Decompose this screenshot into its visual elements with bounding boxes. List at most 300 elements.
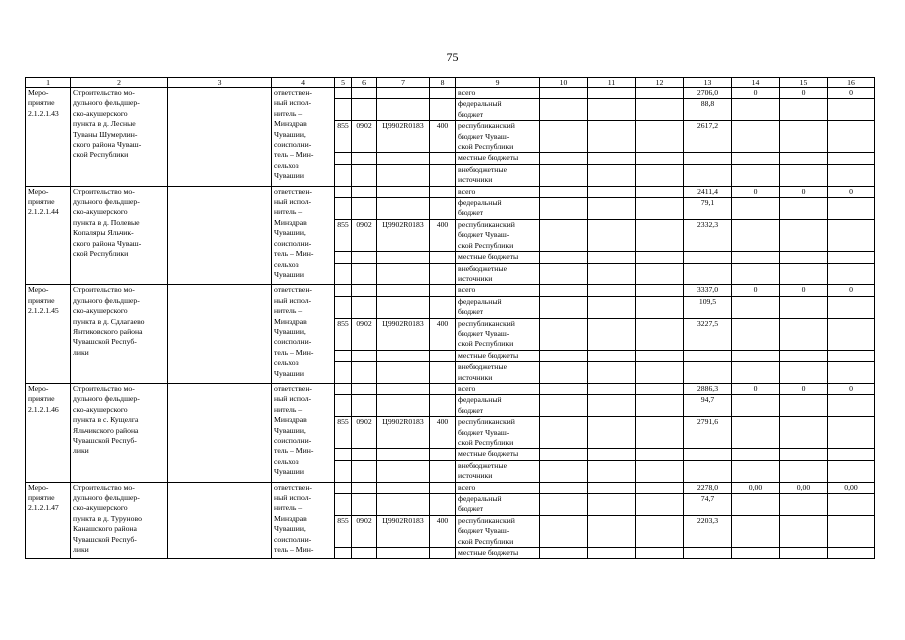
funding-source-cell: [456, 449, 540, 460]
measure-title-line: Канашского района: [73, 524, 137, 534]
funding-source-cell: [456, 121, 540, 153]
amount-cell-13: [684, 362, 732, 384]
funding-source-line: ской Республики: [458, 339, 514, 349]
header-row: [26, 78, 875, 88]
code-cell-c6: [352, 350, 377, 361]
header-cell-3: 3: [168, 78, 272, 88]
header-cell-16: 16: [828, 78, 875, 88]
measure-title-line: Копаляры Яльчик-: [73, 228, 134, 238]
measure-title-cell: [71, 285, 168, 384]
amount-cell-14: [732, 449, 780, 460]
executor-line: тель – Мин-: [274, 150, 314, 160]
year-cell-12: [636, 198, 684, 220]
code-cell-c6: [352, 460, 377, 482]
amount-cell-15: 0: [780, 383, 828, 394]
code-cell-c7: [377, 285, 430, 296]
code-cell-c5: [335, 285, 352, 296]
amount-cell-16: [828, 362, 875, 384]
funding-source-line: ской Республики: [458, 438, 514, 447]
code-cell-c7: [377, 350, 430, 361]
amount-cell-16: [828, 99, 875, 121]
year-cell-12: [636, 449, 684, 460]
amount-cell-13: 79,1: [684, 198, 732, 220]
code-cell-c5: [335, 460, 352, 482]
amount-cell-13: 94,7: [684, 395, 732, 417]
amount-cell-16: 0: [828, 88, 875, 99]
executor-line: ответствен-: [274, 482, 312, 492]
code-cell-c5: [335, 164, 352, 186]
funding-source-line: всего: [458, 383, 476, 393]
amount-cell-15: [780, 296, 828, 318]
code-cell-c7: Ц9902R0183: [377, 515, 430, 547]
year-cell-10: [540, 548, 588, 559]
amount-cell-16: [828, 252, 875, 263]
measure-title-cell: [71, 482, 168, 559]
code-cell-c7: [377, 296, 430, 318]
measure-title-cell: [71, 383, 168, 482]
year-cell-12: [636, 99, 684, 121]
funding-source-line: источники: [458, 471, 493, 481]
year-cell-10: [540, 482, 588, 493]
code-cell-c5: [335, 252, 352, 263]
funding-source-line: источники: [458, 175, 493, 185]
funding-source-cell: [456, 548, 540, 559]
measure-title-line: лики: [73, 446, 89, 456]
funding-source-line: бюджет: [458, 504, 484, 514]
year-cell-11: [588, 285, 636, 296]
year-cell-10: [540, 252, 588, 263]
funding-source-line: ской Республики: [458, 142, 514, 152]
amount-cell-16: [828, 219, 875, 251]
measure-title-line: Чувашской Респуб-: [73, 337, 137, 347]
measure-number-line: приятие: [28, 493, 55, 503]
amount-cell-16: 0: [828, 285, 875, 296]
code-cell-c8: [430, 296, 456, 318]
executor-line: тель – Мин-: [274, 446, 314, 456]
code-cell-c5: [335, 395, 352, 417]
year-cell-10: [540, 515, 588, 547]
executor-line: ответствен-: [274, 186, 312, 196]
amount-cell-13: [684, 460, 732, 482]
funding-source-line: всего: [458, 482, 476, 492]
code-cell-c8: [430, 460, 456, 482]
code-cell-c6: 0902: [352, 515, 377, 547]
header-cell-7: 7: [377, 78, 430, 88]
executor-line: соисполни-: [274, 337, 312, 347]
code-cell-c6: [352, 494, 377, 516]
header-cell-8: 8: [430, 78, 456, 88]
header-cell-12: 12: [636, 78, 684, 88]
amount-cell-15: [780, 449, 828, 460]
amount-cell-13: [684, 449, 732, 460]
funding-source-line: бюджет Чуваш-: [458, 230, 510, 240]
column-3-cell: [168, 383, 272, 482]
amount-cell-14: 0: [732, 285, 780, 296]
year-cell-10: [540, 417, 588, 449]
funding-source-cell: [456, 263, 540, 285]
measure-title-line: ско-акушерского: [73, 108, 128, 118]
code-cell-c6: [352, 88, 377, 99]
year-cell-12: [636, 153, 684, 164]
funding-source-line: внебюджетные: [458, 460, 508, 470]
code-cell-c6: [352, 164, 377, 186]
measure-title-line: Строительство мо-: [73, 285, 135, 295]
amount-cell-14: 0: [732, 88, 780, 99]
amount-cell-14: [732, 219, 780, 251]
amount-cell-14: [732, 350, 780, 361]
executor-line: Чувашии,: [274, 524, 306, 534]
code-cell-c6: [352, 252, 377, 263]
executor-line: ный испол-: [274, 295, 312, 305]
funding-source-line: источники: [458, 372, 493, 382]
year-cell-11: [588, 252, 636, 263]
year-cell-12: [636, 285, 684, 296]
amount-cell-15: 0: [780, 285, 828, 296]
code-cell-c5: 855: [335, 219, 352, 251]
code-cell-c8: 400: [430, 318, 456, 350]
measure-title-line: дульного фельдшер-: [73, 98, 140, 108]
amount-cell-13: 74,7: [684, 494, 732, 516]
funding-source-line: всего: [458, 88, 476, 97]
year-cell-11: [588, 153, 636, 164]
measure-number-cell: [26, 383, 71, 482]
code-cell-c5: 855: [335, 417, 352, 449]
executor-line: Чувашии: [274, 269, 304, 279]
measure-title-line: ско-акушерского: [73, 404, 128, 414]
code-cell-c6: [352, 296, 377, 318]
code-cell-c7: [377, 494, 430, 516]
year-cell-12: [636, 252, 684, 263]
amount-cell-16: 0,00: [828, 482, 875, 493]
amount-cell-16: [828, 153, 875, 164]
executor-line: ответствен-: [274, 88, 312, 97]
amount-cell-14: [732, 460, 780, 482]
measure-title-line: дульного фельдшер-: [73, 197, 140, 207]
code-cell-c7: [377, 99, 430, 121]
amount-cell-14: [732, 515, 780, 547]
code-cell-c8: [430, 482, 456, 493]
funding-source-line: внебюджетные: [458, 263, 508, 273]
code-cell-c7: [377, 153, 430, 164]
code-cell-c8: [430, 186, 456, 197]
amount-cell-13: 2617,2: [684, 121, 732, 153]
code-cell-c8: [430, 395, 456, 417]
funding-source-line: всего: [458, 285, 476, 295]
funding-source-line: ской Республики: [458, 536, 514, 546]
executor-line: тель – Мин-: [274, 249, 314, 259]
measure-title-line: пункта в с. Кущелга: [73, 415, 139, 425]
measure-number-line: Меро-: [28, 88, 49, 97]
funding-source-cell: [456, 198, 540, 220]
header-cell-5: 5: [335, 78, 352, 88]
year-cell-10: [540, 263, 588, 285]
code-cell-c5: [335, 383, 352, 394]
executor-line: Чувашии: [274, 171, 304, 181]
amount-cell-13: 2791,6: [684, 417, 732, 449]
amount-cell-14: [732, 362, 780, 384]
measure-number-line: Меро-: [28, 186, 49, 196]
code-cell-c8: [430, 383, 456, 394]
measure-title-line: ского района Чуваш-: [73, 140, 142, 150]
measure-number-line: 2.1.2.1.43: [28, 108, 59, 118]
executor-line: ответствен-: [274, 285, 312, 295]
amount-cell-16: [828, 417, 875, 449]
code-cell-c6: [352, 99, 377, 121]
amount-cell-15: [780, 99, 828, 121]
funding-source-cell: [456, 318, 540, 350]
year-cell-11: [588, 515, 636, 547]
funding-source-line: республиканский: [458, 318, 515, 328]
executor-line: ный испол-: [274, 197, 312, 207]
amount-cell-13: 2411,4: [684, 186, 732, 197]
year-cell-10: [540, 99, 588, 121]
code-cell-c7: [377, 460, 430, 482]
code-cell-c7: Ц9902R0183: [377, 417, 430, 449]
funding-source-line: республиканский: [458, 219, 515, 229]
amount-cell-13: 88,8: [684, 99, 732, 121]
measure-title-line: ско-акушерского: [73, 207, 128, 217]
funding-source-line: местные бюджеты: [458, 153, 519, 163]
funding-source-cell: [456, 99, 540, 121]
amount-cell-14: 0: [732, 186, 780, 197]
funding-source-cell: [456, 164, 540, 186]
amount-cell-16: [828, 263, 875, 285]
code-cell-c7: Ц9902R0183: [377, 318, 430, 350]
amount-cell-15: [780, 153, 828, 164]
measure-title-line: ского района Чуваш-: [73, 238, 142, 248]
executor-line: Чувашии: [274, 467, 304, 477]
funding-source-cell: [456, 88, 540, 99]
page-number: 75: [446, 50, 459, 64]
year-cell-10: [540, 296, 588, 318]
amount-cell-13: 109,5: [684, 296, 732, 318]
funding-source-line: бюджет Чуваш-: [458, 427, 510, 437]
executor-line: Минздрав: [274, 316, 307, 326]
year-cell-10: [540, 362, 588, 384]
table-row: [26, 186, 875, 197]
code-cell-c6: 0902: [352, 318, 377, 350]
code-cell-c6: [352, 482, 377, 493]
measure-number-line: приятие: [28, 197, 55, 207]
code-cell-c6: [352, 383, 377, 394]
amount-cell-16: [828, 318, 875, 350]
funding-source-line: бюджет Чуваш-: [458, 328, 510, 338]
code-cell-c5: [335, 362, 352, 384]
measure-title-line: лики: [73, 347, 89, 357]
funding-source-cell: [456, 417, 540, 449]
executor-line: соисполни-: [274, 436, 312, 445]
code-cell-c7: [377, 198, 430, 220]
amount-cell-16: [828, 548, 875, 559]
funding-source-line: бюджет Чуваш-: [458, 526, 510, 536]
funding-source-line: федеральный: [458, 99, 502, 109]
funding-source-line: федеральный: [458, 198, 502, 208]
funding-source-cell: [456, 395, 540, 417]
code-cell-c5: [335, 263, 352, 285]
measure-title-line: пункта в д. Лесные: [73, 119, 136, 129]
amount-cell-15: 0: [780, 186, 828, 197]
code-cell-c5: [335, 548, 352, 559]
measure-number-line: приятие: [28, 394, 55, 404]
measure-title-line: дульного фельдшер-: [73, 493, 140, 503]
funding-source-line: федеральный: [458, 494, 502, 504]
executor-line: соисполни-: [274, 534, 312, 544]
amount-cell-15: [780, 548, 828, 559]
measure-title-line: пункта в д. Туруново: [73, 513, 142, 523]
code-cell-c8: [430, 153, 456, 164]
amount-cell-13: [684, 548, 732, 559]
code-cell-c7: Ц9902R0183: [377, 121, 430, 153]
code-cell-c6: [352, 186, 377, 197]
year-cell-12: [636, 460, 684, 482]
measure-number-cell: [26, 285, 71, 384]
measure-title-line: ско-акушерского: [73, 503, 128, 513]
column-3-cell: [168, 482, 272, 559]
measure-title-line: Чувашской Респуб-: [73, 436, 137, 445]
amount-cell-16: 0: [828, 383, 875, 394]
executor-line: Минздрав: [274, 217, 307, 227]
code-cell-c6: [352, 548, 377, 559]
year-cell-11: [588, 198, 636, 220]
measure-number-cell: [26, 482, 71, 559]
funding-source-line: республиканский: [458, 515, 515, 525]
amount-cell-14: [732, 99, 780, 121]
year-cell-10: [540, 383, 588, 394]
amount-cell-14: [732, 198, 780, 220]
code-cell-c7: [377, 482, 430, 493]
code-cell-c8: 400: [430, 417, 456, 449]
amount-cell-15: [780, 515, 828, 547]
measure-title-line: ско-акушерского: [73, 306, 128, 316]
executor-line: Чувашии,: [274, 425, 306, 435]
amount-cell-14: [732, 121, 780, 153]
amount-cell-16: [828, 494, 875, 516]
year-cell-12: [636, 164, 684, 186]
year-cell-12: [636, 548, 684, 559]
executor-line: ный испол-: [274, 493, 312, 503]
amount-cell-14: [732, 263, 780, 285]
measure-title-line: Чувашской Респуб-: [73, 534, 137, 544]
executor-line: нитель –: [274, 108, 303, 118]
executor-line: Чувашии,: [274, 129, 306, 139]
funding-source-line: бюджет Чуваш-: [458, 131, 510, 141]
measure-title-line: Строительство мо-: [73, 88, 135, 97]
column-3-cell: [168, 285, 272, 384]
funding-source-cell: [456, 219, 540, 251]
funding-source-line: федеральный: [458, 395, 502, 405]
year-cell-11: [588, 548, 636, 559]
code-cell-c7: Ц9902R0183: [377, 219, 430, 251]
code-cell-c6: [352, 449, 377, 460]
executor-line: ный испол-: [274, 98, 312, 108]
amount-cell-14: [732, 395, 780, 417]
code-cell-c6: [352, 198, 377, 220]
year-cell-10: [540, 494, 588, 516]
measure-number-line: приятие: [28, 295, 55, 305]
amount-cell-15: [780, 219, 828, 251]
measure-number-line: 2.1.2.1.44: [28, 207, 59, 217]
code-cell-c5: [335, 449, 352, 460]
year-cell-11: [588, 350, 636, 361]
year-cell-11: [588, 164, 636, 186]
funding-source-line: источники: [458, 273, 493, 283]
year-cell-10: [540, 186, 588, 197]
code-cell-c5: [335, 494, 352, 516]
code-cell-c7: [377, 263, 430, 285]
amount-cell-15: [780, 121, 828, 153]
executor-line: сельхоз: [274, 160, 299, 170]
year-cell-10: [540, 121, 588, 153]
code-cell-c8: 400: [430, 121, 456, 153]
amount-cell-15: [780, 164, 828, 186]
funding-source-line: федеральный: [458, 296, 502, 306]
funding-source-line: бюджет: [458, 307, 484, 317]
year-cell-11: [588, 263, 636, 285]
executor-line: нитель –: [274, 207, 303, 217]
year-cell-11: [588, 383, 636, 394]
measure-title-line: пункта в д. Полевые: [73, 217, 140, 227]
code-cell-c5: [335, 186, 352, 197]
year-cell-10: [540, 318, 588, 350]
table-row: [26, 383, 875, 394]
amount-cell-13: 3337,0: [684, 285, 732, 296]
code-cell-c5: [335, 153, 352, 164]
executor-line: ответствен-: [274, 383, 312, 393]
funding-source-cell: [456, 285, 540, 296]
year-cell-12: [636, 362, 684, 384]
code-cell-c5: 855: [335, 318, 352, 350]
executor-line: нитель –: [274, 404, 303, 414]
amount-cell-14: [732, 153, 780, 164]
code-cell-c8: [430, 164, 456, 186]
year-cell-11: [588, 494, 636, 516]
column-3-cell: [168, 88, 272, 187]
measure-title-line: пункта в д. Сдлагаево: [73, 316, 145, 326]
code-cell-c6: [352, 395, 377, 417]
table-row: [26, 88, 875, 99]
executor-line: сельхоз: [274, 259, 299, 269]
amount-cell-13: 2332,3: [684, 219, 732, 251]
amount-cell-15: [780, 252, 828, 263]
amount-cell-13: [684, 252, 732, 263]
amount-cell-16: [828, 296, 875, 318]
amount-cell-14: [732, 164, 780, 186]
funding-source-line: всего: [458, 186, 476, 196]
amount-cell-15: [780, 263, 828, 285]
funding-source-line: местные бюджеты: [458, 548, 519, 558]
executor-line: Минздрав: [274, 415, 307, 425]
amount-cell-16: [828, 121, 875, 153]
code-cell-c8: [430, 494, 456, 516]
executor-cell: [272, 482, 335, 559]
year-cell-11: [588, 88, 636, 99]
amount-cell-15: [780, 417, 828, 449]
year-cell-11: [588, 186, 636, 197]
amount-cell-16: [828, 198, 875, 220]
funding-source-line: местные бюджеты: [458, 449, 519, 459]
amount-cell-15: 0,00: [780, 482, 828, 493]
funding-source-line: республиканский: [458, 121, 515, 131]
executor-line: сельхоз: [274, 456, 299, 466]
executor-line: Чувашии: [274, 368, 304, 378]
funding-source-cell: [456, 383, 540, 394]
code-cell-c8: [430, 252, 456, 263]
amount-cell-16: [828, 515, 875, 547]
measure-title-line: Строительство мо-: [73, 482, 135, 492]
measure-number-line: 2.1.2.1.47: [28, 503, 59, 513]
executor-cell: [272, 88, 335, 187]
executor-line: тель – Мин-: [274, 545, 314, 555]
